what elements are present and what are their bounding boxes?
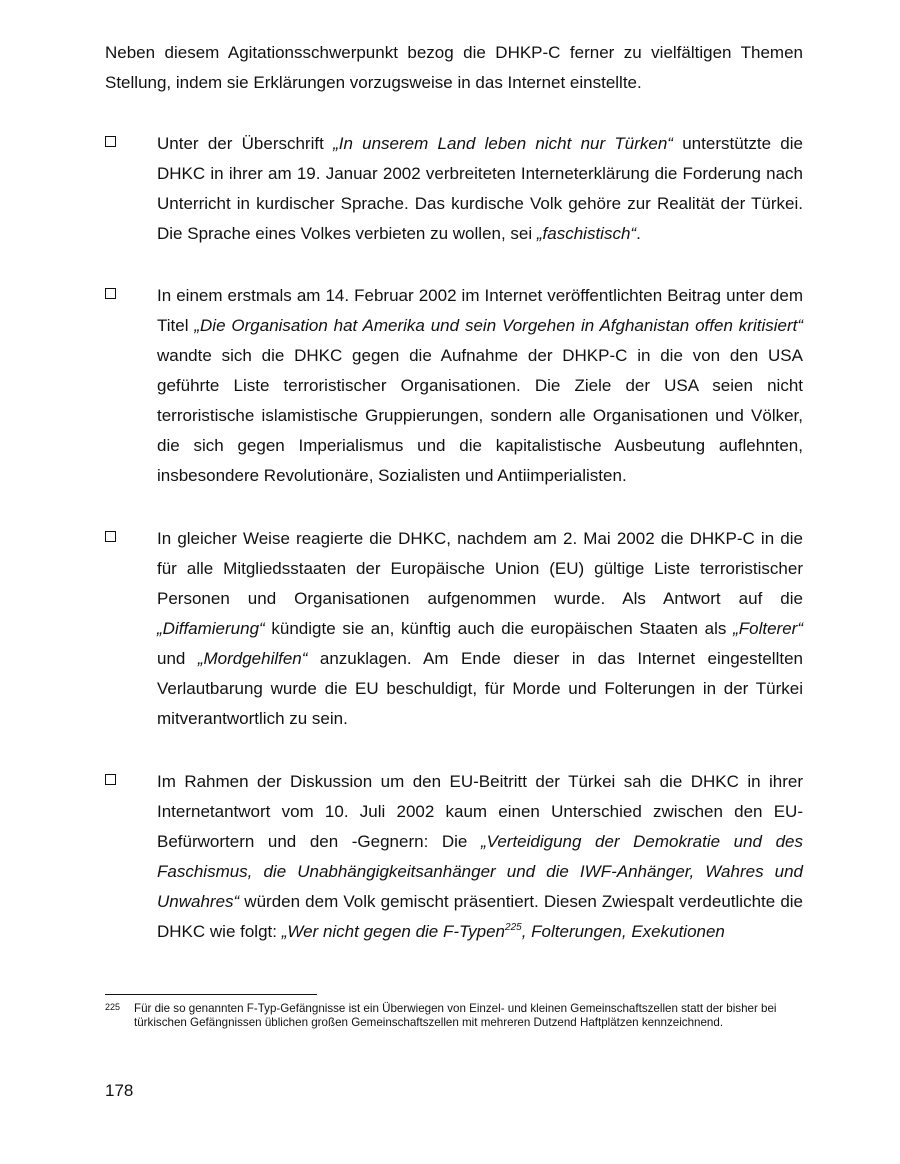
bullet-text-1 xyxy=(157,129,803,249)
italic-quote: „faschistisch“ xyxy=(536,224,637,243)
page-number: 178 xyxy=(105,1081,134,1100)
footnote-separator xyxy=(105,994,317,995)
text-run: und xyxy=(157,649,198,668)
footnote-reference[interactable]: 225 xyxy=(505,922,522,933)
text-run: . xyxy=(636,224,641,243)
checkbox-bullet-icon xyxy=(105,531,116,542)
text-run: In gleicher Weise reagierte die DHKC, nachdem am 2. Mai 2002 die DHKP-C in die für alle Mitgliedsstaaten der Europäische Union (EU) gültige Liste terroristischer Personen und Organisationen aufgenommen wurde. Als Antwort auf die xyxy=(157,529,803,608)
text-run: Im Rahmen der Diskussion um den EU-Beitritt der Türkei sah die DHKC in ihrer Internetantwort vom 10. Juli 2002 kaum einen Unterschied zwischen den EU-Befürwortern und den -Gegnern: Die xyxy=(157,772,803,851)
text-run: kündigte sie an, künftig auch die europäischen Staaten als xyxy=(264,619,734,638)
text-run: anzuklagen. Am Ende dieser in das Internet eingestellten Verlautbarung wurde die EU beschuldigt, für Morde und Folterungen in der Türkei mitverantwortlich zu sein. xyxy=(157,649,803,728)
checkbox-bullet-icon xyxy=(105,136,116,147)
footnote-text: Für die so genannten F-Typ-Gefängnisse ist ein Überwiegen von Einzel- und kleinen Gemeinschaftszellen statt der bisher bei türkischen Gefängnissen üblichen großen Gemeinschaftszellen mit mehreren Dutzend Haftplätzen kennzeichnend. xyxy=(134,1002,777,1029)
italic-quote: „Die Organisation hat Amerika und sein Vorgehen in Afghanistan offen kritisiert“ xyxy=(194,316,803,335)
italic-quote: „Wer nicht gegen die F-Typen xyxy=(281,922,506,941)
checkbox-bullet-icon xyxy=(105,774,116,785)
italic-quote: „Mordgehilfen“ xyxy=(197,649,308,668)
text-run: wandte sich die DHKC gegen die Aufnahme der DHKP-C in die von den USA geführte Liste terroristischer Organisationen. Die Ziele der USA seien nicht terroristische islamistische Gruppierungen, sondern alle Organisationen und Völker, die sich gegen Imperialismus und die kapitalistische Ausbeutung auflehnten, insbesondere Revolutionäre, Sozialisten und Antiimperialisten. xyxy=(157,346,803,485)
italic-quote: „Folterer“ xyxy=(733,619,803,638)
italic-quote: „In unserem Land leben nicht nur Türken“ xyxy=(333,134,673,153)
text-run: würden dem Volk gemischt präsentiert. Diesen Zwiespalt verdeutlichte die DHKC wie folgt: xyxy=(157,892,803,941)
bullet-text-2 xyxy=(157,281,803,491)
italic-quote: „Diffamierung“ xyxy=(157,619,265,638)
italic-quote: „Verteidigung der Demokratie und des Faschismus, die Unabhängigkeitsanhänger und die IWF-Anhänger, Wahres und Unwahres“ xyxy=(157,832,803,911)
italic-quote: , Folterungen, Exekutionen xyxy=(521,922,725,941)
checkbox-bullet-icon xyxy=(105,288,116,299)
text-run: In einem erstmals am 14. Februar 2002 im Internet veröffentlichten Beitrag unter dem Titel xyxy=(157,286,803,335)
text-run: unterstützte die DHKC in ihrer am 19. Januar 2002 verbreiteten Interneterklärung die Forderung nach Unterricht in kurdischer Sprache. Das kurdische Volk gehöre zur Realität der Türkei. Die Sprache eines Volkes verbieten zu wollen, sei xyxy=(157,134,803,243)
bullet-text-3 xyxy=(157,524,803,734)
bullet-text-4 xyxy=(157,767,803,947)
footnote-mark: 225 xyxy=(105,1002,121,1012)
text-run: Unter der Überschrift xyxy=(157,134,334,153)
intro-paragraph: Neben diesem Agitationsschwerpunkt bezog die DHKP-C ferner zu vielfältigen Themen Stellung, indem sie Erklärungen vorzugsweise in das Internet einstellte. xyxy=(105,43,803,92)
